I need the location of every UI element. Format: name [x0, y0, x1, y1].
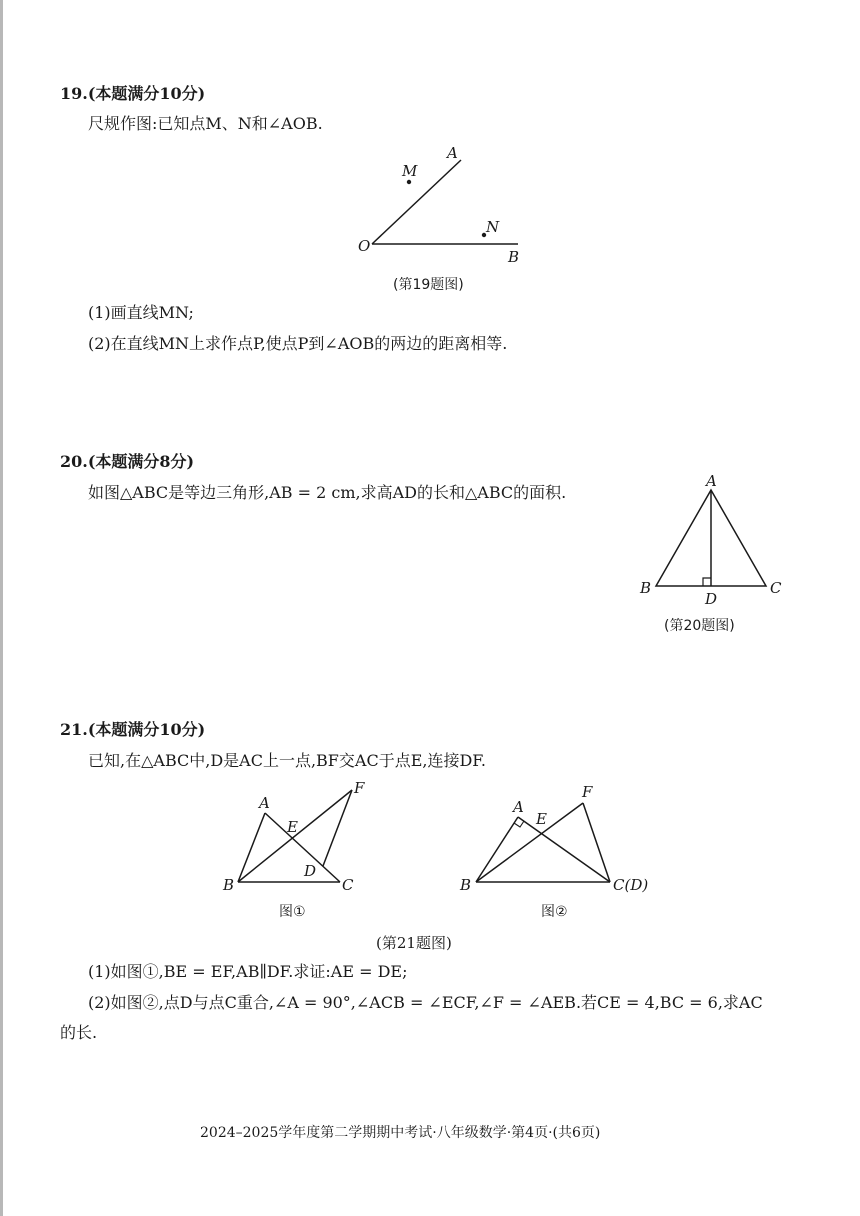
- q19-part2: (2)在直线MN上求作点P,使点P到∠AOB的两边的距离相等.: [88, 334, 508, 353]
- label-a: A: [259, 794, 270, 812]
- label-c: C: [342, 876, 354, 894]
- label-cd: C(D): [613, 876, 649, 894]
- label-a: A: [447, 144, 458, 162]
- label-b: B: [223, 876, 235, 894]
- q21-part2-line1: (2)如图②,点D与点C重合,∠A = 90°,∠ACB = ∠ECF,∠F = ∠AEB.若CE = 4,BC = 6,求AC: [88, 993, 763, 1012]
- label-b: B: [508, 248, 520, 266]
- label-d: D: [705, 590, 718, 608]
- q20-text: 如图△ABC是等边三角形,AB = 2 cm,求高AD的长和△ABC的面积.: [88, 483, 567, 502]
- label-b: B: [640, 579, 652, 597]
- q21-part2-line2: 的长.: [60, 1023, 98, 1042]
- label-e: E: [287, 818, 298, 836]
- q21-title: 21.(本题满分10分): [60, 720, 206, 739]
- label-f: F: [582, 783, 593, 801]
- q21-intro: 已知,在△ABC中,D是AC上一点,BF交AC于点E,连接DF.: [88, 751, 486, 770]
- q19-intro: 尺规作图:已知点M、N和∠AOB.: [88, 114, 323, 133]
- label-c: C: [770, 579, 782, 597]
- label-d: D: [304, 862, 317, 880]
- q19-caption: (第19题图): [393, 277, 464, 293]
- q20-title: 20.(本题满分8分): [60, 452, 195, 471]
- label-e: E: [536, 810, 547, 828]
- q21-caption: (第21题图): [376, 934, 452, 952]
- label-f: F: [354, 779, 365, 797]
- label-m: M: [402, 162, 418, 180]
- q19-title: 19.(本题满分10分): [60, 84, 206, 103]
- label-b: B: [460, 876, 472, 894]
- label-n: N: [486, 218, 500, 236]
- q20-caption: (第20题图): [664, 618, 735, 634]
- segment-ab: [476, 817, 518, 882]
- segment-bf: [476, 803, 583, 882]
- fig2-caption: 图②: [541, 904, 568, 920]
- segment-ac: [518, 817, 610, 882]
- q21-part1: (1)如图①,BE = EF,AB∥DF.求证:AE = DE;: [88, 962, 408, 981]
- q19-part1: (1)画直线MN;: [88, 303, 194, 322]
- label-o: O: [358, 237, 371, 255]
- segment-cf: [583, 803, 610, 882]
- label-a: A: [706, 472, 717, 490]
- label-a: A: [513, 798, 524, 816]
- fig1-caption: 图①: [279, 904, 306, 920]
- page-footer: 2024–2025学年度第二学期期中考试·八年级数学·第4页·(共6页): [200, 1125, 601, 1141]
